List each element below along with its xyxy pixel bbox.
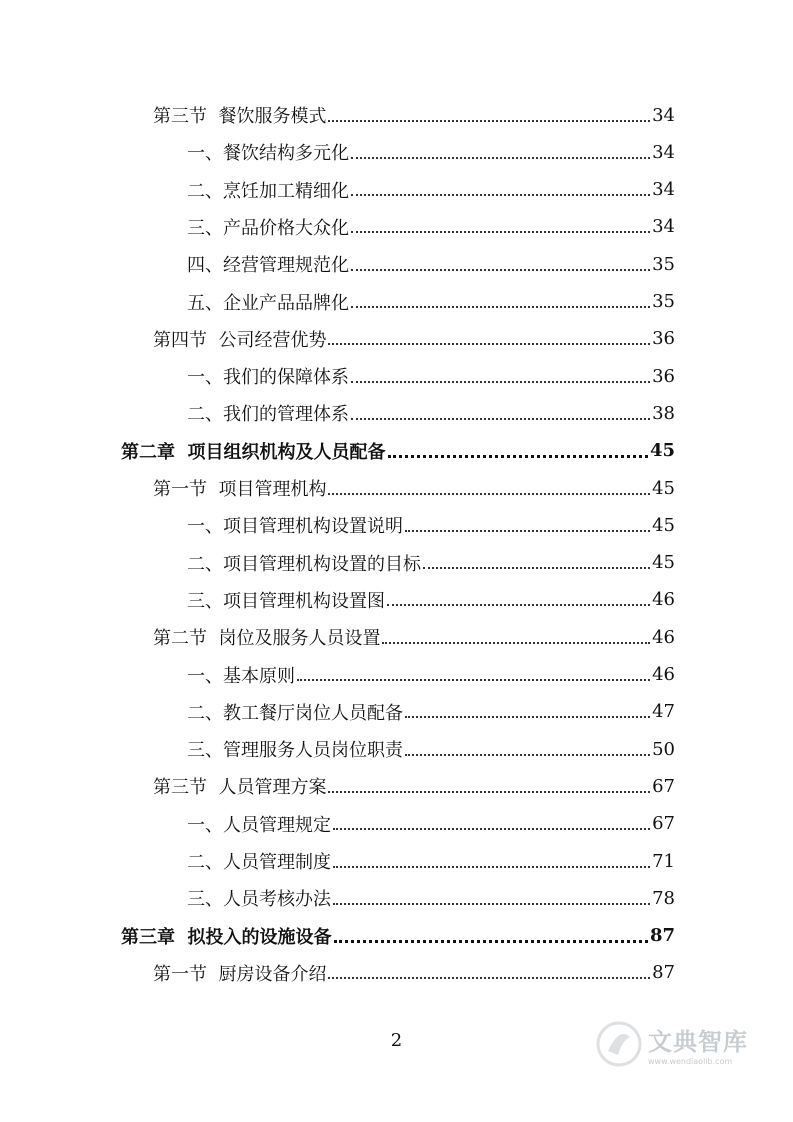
toc-entry-item[interactable] bbox=[187, 585, 675, 615]
toc-entry-page: 87 bbox=[649, 925, 675, 947]
dot-leader bbox=[351, 380, 650, 383]
toc-entry-item[interactable] bbox=[187, 175, 675, 205]
toc-entry-label: 五、企业产品品牌化 bbox=[187, 292, 349, 314]
toc-entry-item[interactable] bbox=[187, 212, 675, 242]
dot-leader bbox=[333, 827, 650, 830]
toc-entry-page: 67 bbox=[652, 775, 675, 797]
toc-entry-section[interactable] bbox=[153, 958, 675, 988]
toc-entry-chapter[interactable] bbox=[121, 436, 675, 466]
toc-entry-page: 36 bbox=[652, 365, 675, 387]
toc-entry-item[interactable] bbox=[187, 734, 675, 764]
dot-leader bbox=[334, 939, 648, 943]
toc-entry-label: 二、人员管理制度 bbox=[187, 852, 331, 873]
dot-leader bbox=[328, 790, 650, 793]
toc-entry-label: 第一节 厨房设备介绍 bbox=[153, 963, 327, 985]
toc-entry-label: 二、我们的管理体系 bbox=[187, 404, 349, 426]
watermark-url: www.wendiaolib.com bbox=[648, 1057, 733, 1066]
toc-entry-item[interactable] bbox=[187, 287, 675, 317]
toc-entry-page: 45 bbox=[652, 514, 675, 536]
watermark-brand: 文典智库 bbox=[648, 1028, 748, 1056]
toc-entry-page: 47 bbox=[652, 701, 675, 723]
toc-entry-section[interactable] bbox=[153, 100, 675, 130]
toc-entry-page: 46 bbox=[652, 664, 675, 685]
page-number: 2 bbox=[390, 1030, 403, 1051]
toc-entry-item[interactable] bbox=[187, 548, 675, 578]
dot-leader bbox=[405, 753, 650, 756]
toc-entry-label: 第三节 人员管理方案 bbox=[153, 777, 327, 799]
toc-entry-label: 三、项目管理机构设置图 bbox=[187, 590, 385, 612]
toc-entry-label: 第二节 岗位及服务人员设置 bbox=[153, 628, 381, 650]
toc-entry-page: 45 bbox=[652, 552, 675, 574]
toc-entry-page: 67 bbox=[652, 813, 675, 835]
toc-entry-page: 36 bbox=[652, 328, 675, 350]
toc-entry-label: 一、餐饮结构多元化 bbox=[187, 143, 349, 165]
toc-entry-page: 78 bbox=[652, 887, 675, 909]
toc-entry-page: 35 bbox=[652, 253, 675, 275]
toc-entry-label: 第四节 公司经营优势 bbox=[153, 329, 327, 351]
toc-entry-item[interactable] bbox=[187, 361, 675, 391]
toc-entry-label: 二、项目管理机构设置的目标 bbox=[187, 553, 421, 575]
toc-entry-page: 34 bbox=[652, 179, 675, 201]
toc-entry-label: 三、管理服务人员岗位职责 bbox=[187, 740, 403, 762]
toc-entry-page: 45 bbox=[652, 477, 675, 499]
toc-entry-label: 一、人员管理规定 bbox=[187, 814, 331, 836]
dot-leader bbox=[382, 641, 650, 644]
dot-leader bbox=[351, 230, 650, 233]
toc-entry-label: 一、我们的保障体系 bbox=[187, 367, 349, 389]
toc-entry-section[interactable] bbox=[153, 771, 675, 801]
dot-leader bbox=[387, 603, 650, 606]
toc-entry-label: 第二章 项目组织机构及人员配备 bbox=[121, 441, 386, 463]
toc-entry-page: 87 bbox=[652, 962, 675, 984]
dot-leader bbox=[405, 529, 650, 532]
toc-entry-item[interactable] bbox=[187, 137, 675, 167]
toc-entry-page: 34 bbox=[652, 104, 675, 126]
toc-entry-page: 35 bbox=[652, 291, 675, 312]
dot-leader bbox=[328, 119, 650, 122]
toc-entry-label: 三、人员考核办法 bbox=[187, 889, 331, 911]
toc-entry-item[interactable] bbox=[187, 697, 675, 727]
logo-icon bbox=[596, 1021, 642, 1067]
toc-entry-page: 45 bbox=[649, 440, 675, 462]
toc-entry-item[interactable] bbox=[187, 249, 675, 279]
dot-leader bbox=[328, 342, 650, 345]
toc-entry-page: 71 bbox=[652, 850, 675, 872]
toc-entry-item[interactable] bbox=[187, 510, 675, 540]
toc-entry-page: 46 bbox=[652, 589, 675, 611]
toc-entry-item[interactable] bbox=[187, 660, 675, 690]
dot-leader bbox=[388, 454, 648, 458]
toc-entry-label: 二、教工餐厅岗位人员配备 bbox=[187, 702, 403, 724]
dot-leader bbox=[297, 678, 650, 681]
toc-entry-label: 二、烹饪加工精细化 bbox=[187, 180, 349, 202]
dot-leader bbox=[351, 417, 650, 420]
toc-entry-item[interactable] bbox=[187, 809, 675, 839]
toc-entry-page: 34 bbox=[652, 141, 675, 163]
toc-entry-label: 四、经营管理规范化 bbox=[187, 255, 349, 277]
toc-entry-section[interactable] bbox=[153, 473, 675, 503]
dot-leader bbox=[423, 566, 650, 569]
watermark bbox=[596, 1018, 766, 1070]
dot-leader bbox=[328, 492, 650, 495]
toc-entry-item[interactable] bbox=[187, 846, 675, 876]
toc-entry-label: 第一节 项目管理机构 bbox=[153, 479, 327, 500]
toc-entry-label: 一、基本原则 bbox=[187, 665, 295, 687]
toc-entry-section[interactable] bbox=[153, 324, 675, 354]
toc-entry-item[interactable] bbox=[187, 883, 675, 913]
toc-entry-item[interactable] bbox=[187, 398, 675, 428]
toc-entry-page: 38 bbox=[652, 402, 675, 424]
toc-entry-label: 第三章 拟投入的设施设备 bbox=[121, 926, 332, 948]
toc-entry-page: 50 bbox=[652, 738, 675, 760]
dot-leader bbox=[351, 305, 650, 308]
toc-entry-section[interactable] bbox=[153, 622, 675, 652]
toc-entry-page: 46 bbox=[652, 626, 675, 648]
dot-leader bbox=[333, 865, 650, 868]
dot-leader bbox=[405, 715, 650, 718]
toc-entry-label: 第三节 餐饮服务模式 bbox=[153, 106, 327, 127]
toc-entry-page: 34 bbox=[652, 216, 675, 238]
dot-leader bbox=[351, 268, 650, 271]
toc-entry-chapter[interactable] bbox=[121, 921, 675, 951]
dot-leader bbox=[351, 193, 650, 196]
dot-leader bbox=[328, 976, 650, 979]
toc-entry-label: 三、产品价格大众化 bbox=[187, 217, 349, 239]
dot-leader bbox=[333, 902, 650, 905]
toc-entry-label: 一、项目管理机构设置说明 bbox=[187, 516, 403, 538]
dot-leader bbox=[351, 156, 650, 159]
